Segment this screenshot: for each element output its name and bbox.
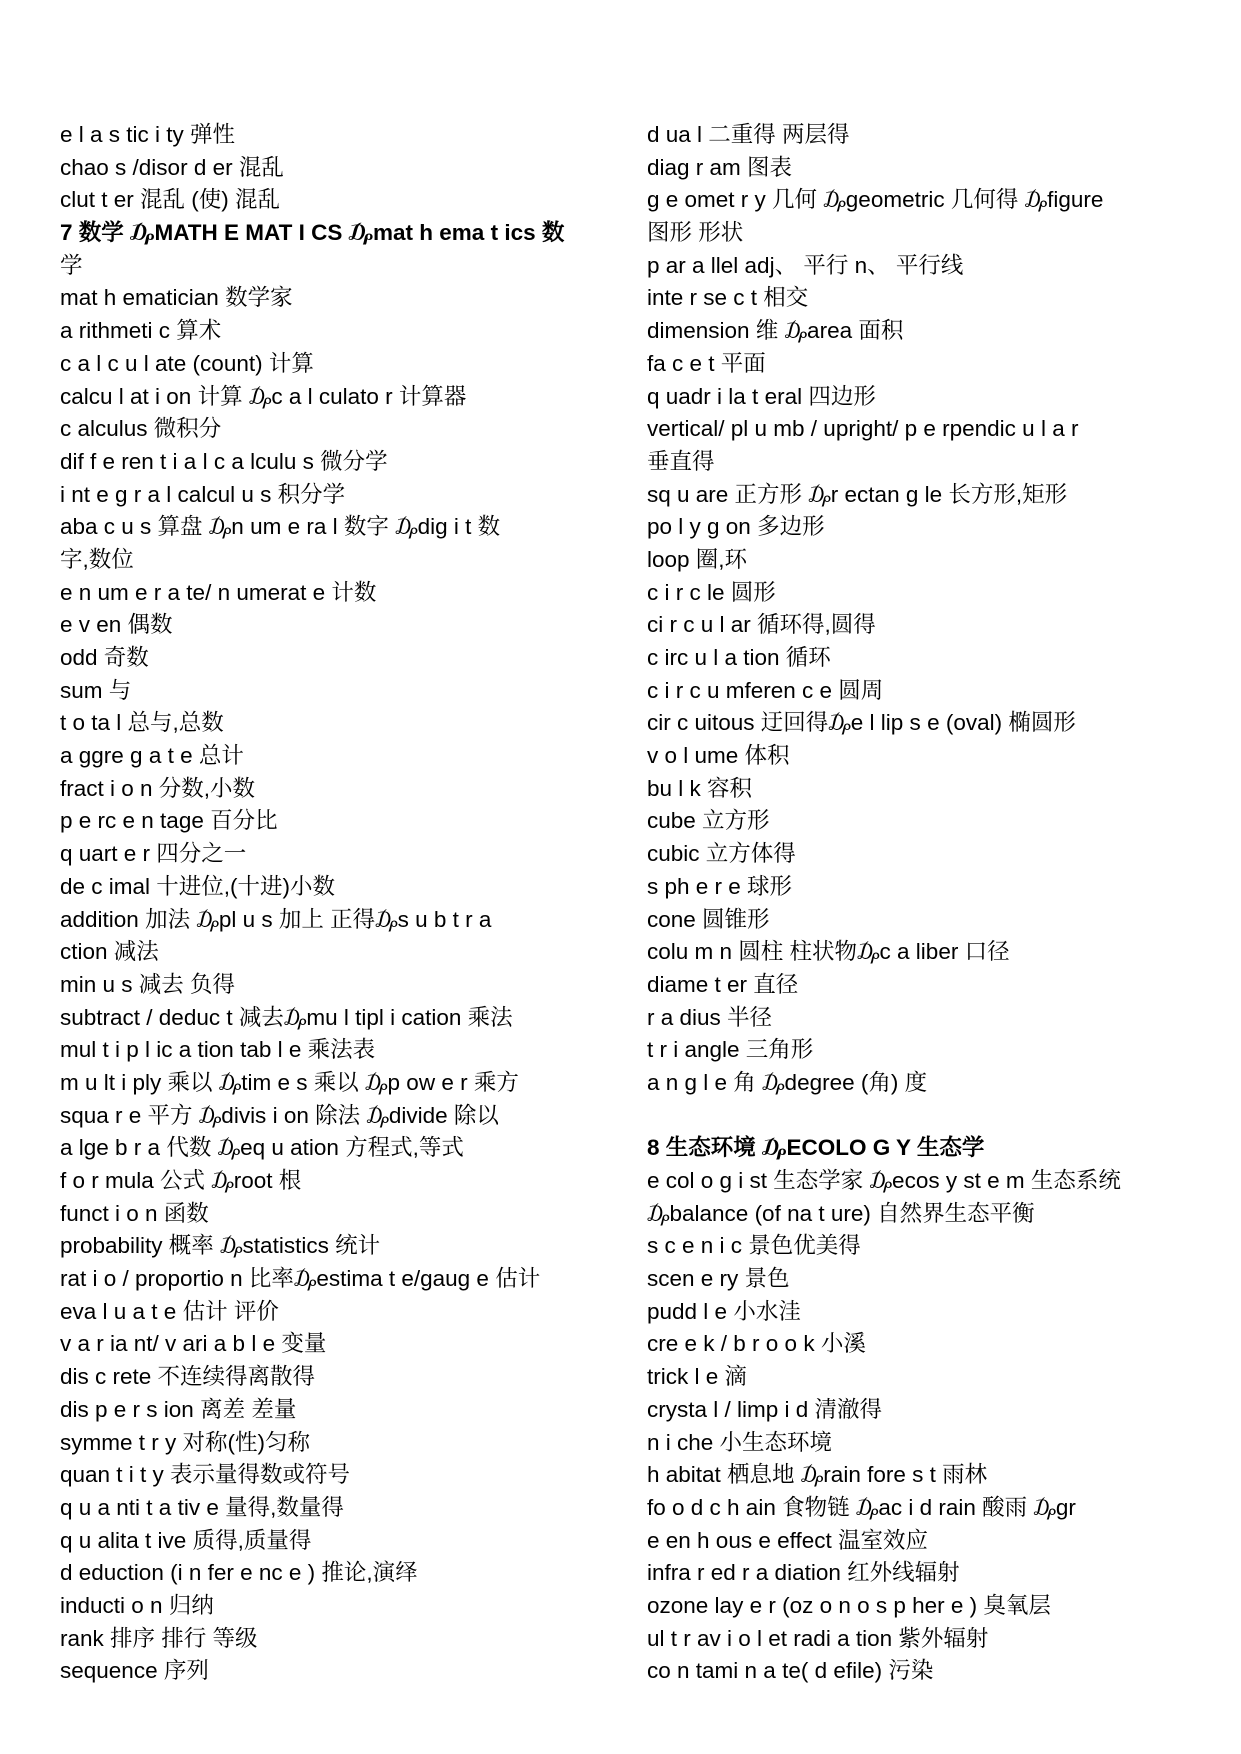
vocab-line: ozone lay e r (oz o n o s p her e ) 臭氧层 bbox=[647, 1592, 1051, 1618]
vocab-line: probability 概率 ₯statistics 统计 bbox=[60, 1233, 381, 1259]
vocab-line: a n g l e 角 ₯degree (角) 度 bbox=[647, 1069, 928, 1095]
vocab-line: rank 排序 排行 等级 bbox=[60, 1625, 258, 1651]
vocab-line: dimension 维 ₯area 面积 bbox=[647, 318, 904, 344]
vocab-line: a rithmeti c 算术 bbox=[60, 318, 222, 344]
vocab-line: r a dius 半径 bbox=[647, 1004, 773, 1030]
vocab-line: mul t i p l ic a tion tab l e 乘法表 bbox=[60, 1037, 376, 1063]
vocab-line: 图形 形状 bbox=[647, 220, 744, 246]
vocab-line: d eduction (i n fer e nc e ) 推论,演绎 bbox=[60, 1560, 418, 1586]
blank-line bbox=[647, 1100, 1187, 1133]
vocab-line: e en h ous e effect 温室效应 bbox=[647, 1527, 928, 1553]
vocab-line: sequence 序列 bbox=[60, 1658, 209, 1684]
vocab-line: fract i o n 分数,小数 bbox=[60, 775, 256, 801]
vocab-line: cone 圆锥形 bbox=[647, 906, 770, 932]
vocab-line: fo o d c h ain 食物链 ₯ac i d rain 酸雨 ₯gr bbox=[647, 1494, 1076, 1520]
vocab-line: c irc u l a tion 循环 bbox=[647, 645, 831, 670]
vocab-line: co n tami n a te( d efile) 污染 bbox=[647, 1658, 934, 1684]
vocab-line: eva l u a t e 估计 评价 bbox=[60, 1298, 279, 1324]
vocab-line: ₯balance (of na t ure) 自然界生态平衡 bbox=[647, 1200, 1035, 1226]
vocab-line: rat i o / proportio n 比率₯estima t e/gaug e 估计 bbox=[60, 1266, 541, 1292]
vocab-line: odd 奇数 bbox=[60, 645, 149, 670]
vocab-line: pudd l e 小水洼 bbox=[647, 1298, 801, 1324]
vocab-line: calcu l at i on 计算 ₯c a l culato r 计算器 bbox=[60, 383, 467, 409]
vocab-line: diame t er 直径 bbox=[647, 971, 799, 997]
vocab-line: inte r se c t 相交 bbox=[647, 285, 809, 311]
vocab-line: e l a s tic i ty 弹性 bbox=[60, 122, 236, 147]
vocab-line: diag r am 图表 bbox=[647, 154, 793, 180]
right-column bbox=[647, 119, 1187, 1688]
vocab-line: e v en 偶数 bbox=[60, 612, 173, 638]
vocab-line: symme t r y 对称(性)匀称 bbox=[60, 1429, 310, 1455]
vocab-line: ul t r av i o l et radi a tion 紫外辐射 bbox=[647, 1625, 989, 1651]
vocab-line: infra r ed r a diation 红外线辐射 bbox=[647, 1560, 960, 1586]
vocab-line: dis p e r s ion 离差 差量 bbox=[60, 1396, 297, 1422]
vocab-line: sum 与 bbox=[60, 677, 132, 703]
vocab-line: c i r c le 圆形 bbox=[647, 579, 776, 605]
vocab-line: q uart e r 四分之一 bbox=[60, 841, 247, 867]
vocab-line: dis c rete 不连续得离散得 bbox=[60, 1364, 316, 1390]
vocab-line: ction 减法 bbox=[60, 939, 159, 965]
vocab-line: e col o g i st 生态学家 ₯ecos y st e m 生态系统 bbox=[647, 1168, 1121, 1193]
vocab-line: t r i angle 三角形 bbox=[647, 1037, 814, 1063]
vocab-line: 垂直得 bbox=[647, 448, 715, 474]
vocab-line: colu m n 圆柱 柱状物₯c a liber 口径 bbox=[647, 939, 1010, 965]
vocab-line: funct i o n 函数 bbox=[60, 1200, 209, 1226]
vocab-line: p e rc e n tage 百分比 bbox=[60, 808, 278, 834]
vocab-line: cube 立方形 bbox=[647, 808, 770, 834]
vocab-line: e n um e r a te/ n umerat e 计数 bbox=[60, 579, 377, 605]
vocab-line: fa c e t 平面 bbox=[647, 350, 766, 376]
vocab-line: m u lt i ply 乘以 ₯tim e s 乘以 ₯p ow e r 乘方 bbox=[60, 1069, 519, 1095]
vocab-line: a ggre g a t e 总计 bbox=[60, 743, 244, 769]
vocab-line: g e omet r y 几何 ₯geometric 几何得 ₯figure bbox=[647, 187, 1104, 213]
vocab-line: clut t er 混乱 (使) 混乱 bbox=[60, 187, 281, 213]
vocab-line: mat h ematician 数学家 bbox=[60, 285, 293, 311]
vocab-line: c i r c u mferen c e 圆周 bbox=[647, 677, 884, 703]
vocab-line: squa r e 平方 ₯divis i on 除法 ₯divide 除以 bbox=[60, 1102, 499, 1128]
vocab-line: s ph e r e 球形 bbox=[647, 873, 793, 899]
left-column bbox=[60, 119, 605, 1688]
vocab-line: subtract / deduc t 减去₯mu l tipl i cation 乘法 bbox=[60, 1004, 513, 1030]
vocab-line: po l y g on 多边形 bbox=[647, 514, 825, 540]
vocab-line: bu l k 容积 bbox=[647, 775, 753, 801]
vocab-line: ci r c u l ar 循环得,圆得 bbox=[647, 612, 876, 638]
vocab-line: h abitat 栖息地 ₯rain fore s t 雨林 bbox=[647, 1462, 988, 1488]
vocab-line: dif f e ren t i a l c a lculu s 微分学 bbox=[60, 448, 388, 474]
section-heading: 8 生态环境 ₯ECOLO G Y 生态学 bbox=[647, 1135, 985, 1161]
vocab-line: q u a nti t a tiv e 量得,数量得 bbox=[60, 1494, 344, 1520]
vocab-line: loop 圈,环 bbox=[647, 546, 748, 572]
section-heading: 7 数学 ₯MATH E MAT I CS ₯mat h ema t ics 数 bbox=[60, 220, 565, 246]
vocab-line: 字,数位 bbox=[60, 546, 134, 572]
vocab-line: scen e ry 景色 bbox=[647, 1266, 790, 1292]
vocab-line: addition 加法 ₯pl u s 加上 正得₯s u b t r a bbox=[60, 906, 492, 932]
vocab-line: aba c u s 算盘 ₯n um e ra l 数字 ₯dig i t 数 bbox=[60, 514, 501, 540]
vocab-line: 学 bbox=[60, 252, 83, 278]
vocab-line: f o r mula 公式 ₯root 根 bbox=[60, 1168, 302, 1193]
vocab-line: n i che 小生态环境 bbox=[647, 1429, 833, 1455]
vocab-line: cubic 立方体得 bbox=[647, 841, 796, 867]
vocab-line: inducti o n 归纳 bbox=[60, 1592, 214, 1618]
vocab-line: c alculus 微积分 bbox=[60, 416, 222, 442]
vocab-line: cir c uitous 迂回得₯e l lip s e (oval) 椭圆形 bbox=[647, 710, 1076, 736]
vocab-line: sq u are 正方形 ₯r ectan g le 长方形,矩形 bbox=[647, 481, 1068, 507]
vocab-line: q uadr i la t eral 四边形 bbox=[647, 383, 876, 409]
vocab-line: vertical/ pl u mb / upright/ p e rpendic u l a r bbox=[647, 416, 1079, 442]
vocab-line: crysta l / limp i d 清澈得 bbox=[647, 1396, 883, 1422]
vocab-line: v o l ume 体积 bbox=[647, 743, 790, 769]
vocab-line: chao s /disor d er 混乱 bbox=[60, 154, 284, 180]
vocab-line: t o ta l 总与,总数 bbox=[60, 710, 224, 736]
vocab-line: p ar a llel adj、 平行 n、 平行线 bbox=[647, 252, 964, 278]
vocab-line: c a l c u l ate (count) 计算 bbox=[60, 350, 314, 376]
vocab-line: d ua l 二重得 两层得 bbox=[647, 122, 850, 147]
vocab-line: min u s 减去 负得 bbox=[60, 971, 236, 997]
vocab-line: s c e n i c 景色优美得 bbox=[647, 1233, 861, 1259]
vocab-line: q u alita t ive 质得,质量得 bbox=[60, 1527, 312, 1553]
vocab-line: cre e k / b r o o k 小溪 bbox=[647, 1331, 866, 1357]
vocab-line: a lge b r a 代数 ₯eq u ation 方程式,等式 bbox=[60, 1135, 464, 1161]
vocab-line: trick l e 滴 bbox=[647, 1364, 748, 1390]
vocab-line: i nt e g r a l calcul u s 积分学 bbox=[60, 481, 346, 507]
vocab-line: quan t i t y 表示量得数或符号 bbox=[60, 1462, 351, 1488]
vocab-line: v a r ia nt/ v ari a b l e 变量 bbox=[60, 1331, 327, 1357]
vocab-line: de c imal 十进位,(十进)小数 bbox=[60, 873, 336, 899]
